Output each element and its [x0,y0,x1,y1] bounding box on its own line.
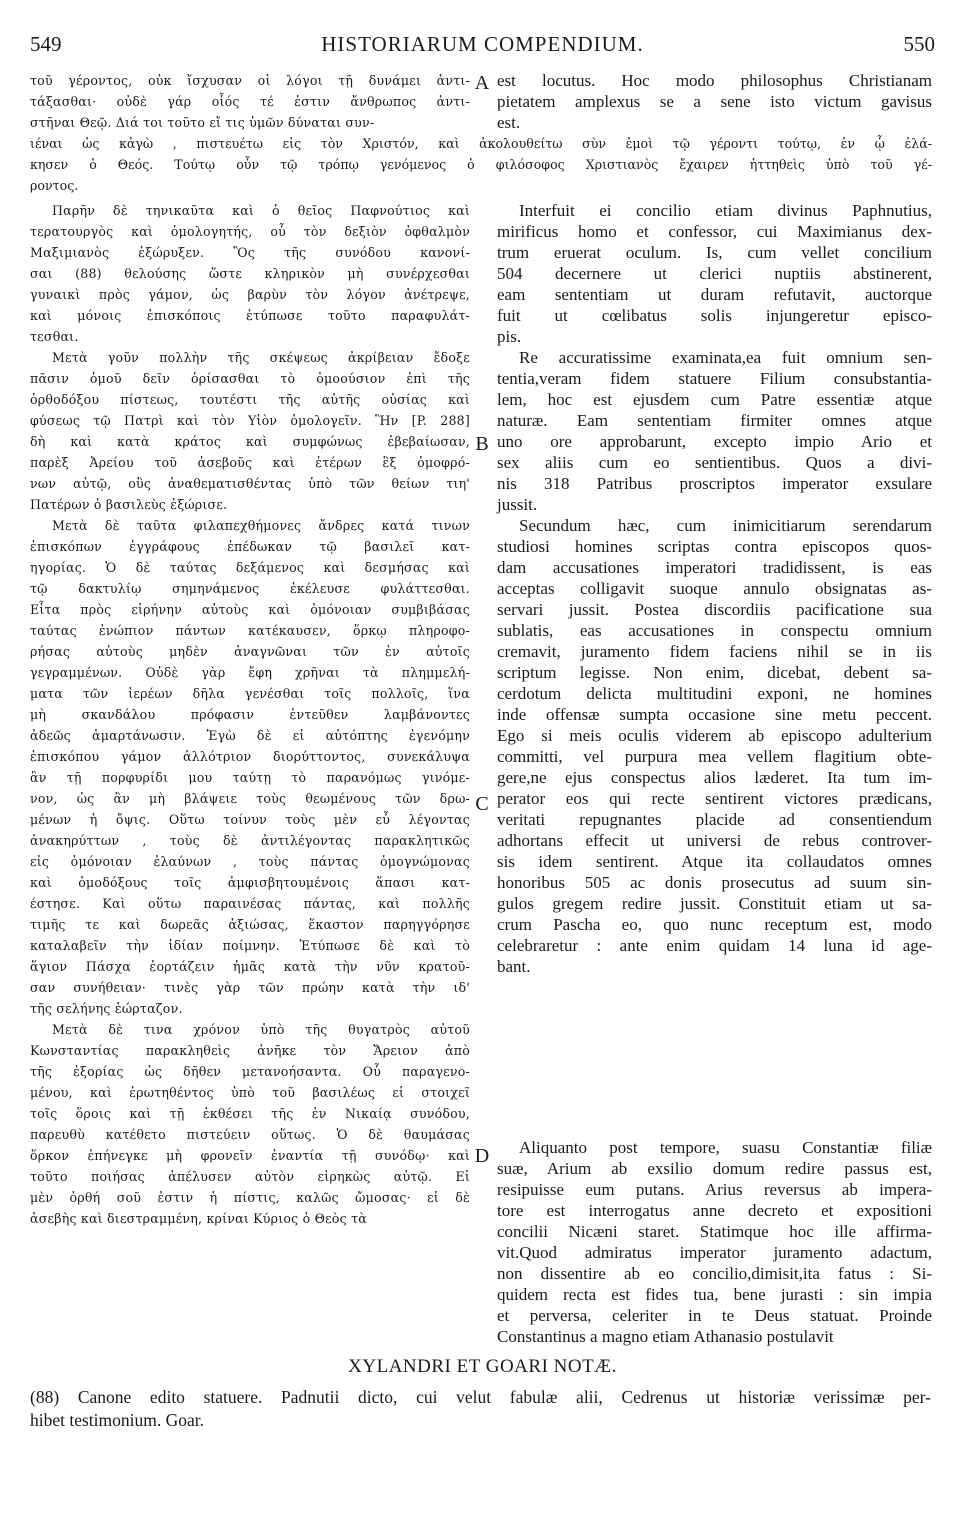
greek-text-line: ιέναι ὡς κἀγὼ , πιστευέτω εἰς τὸν Χριστόν, καὶ ἀκολουθείτω σὺν ἐμοὶ τῷ γέροντι τούτῳ, ἐν ᾧ ἐλά- [30,136,932,151]
latin-text-line: eam sententiam ut duram refutavit, auctorque [497,285,932,304]
greek-text-line: ἅγιον Πάσχα ἑορτάζειν ἡμᾶς κατὰ τὴν νῦν κρατοῦ- [30,959,470,974]
latin-text-line: Aliquanto post tempore, suasu Constantiæ filiæ [519,1138,932,1157]
greek-column-top [30,70,470,133]
latin-text-line: cremavit, juramento fidem faciens nihil se in iis [497,642,932,661]
greek-text-line: Εἶτα πρὸς εἰρήνην αὐτοὺς καὶ ὁμόνοιαν συμβιβάσας [30,602,470,617]
greek-text-line: καταλαβεῖν τὴν ἰδίαν ποίμνην. Ἐτύπωσε δὲ καὶ τὸ [30,938,470,953]
greek-text-line: ἂν τῇ πορφυρίδι μου ταύτῃ τὸ παρανόμως γινόμε- [30,770,470,785]
latin-text-line: gulos gregem redire jussit. Constituit etiam ut sa- [497,894,932,913]
greek-text-line: νων αὐτῷ, οὓς ἀναθεματισθέντας ὑπὸ τῶν θείων τιη' [30,476,470,491]
latin-text-line: studiosi homines scriptas contra episcopos quos- [497,537,932,556]
latin-text-line: pietatem amplexus se a sene isto victum gavisus [497,92,932,111]
footnotes [30,1386,931,1432]
greek-text-line: παρὲξ Ἀρείου τοῦ ἀσεβοῦς καὶ ἑτέρων ἓξ ὁμοφρό- [30,455,470,470]
latin-text-line: jussit. [497,495,538,514]
greek-text-line: ηγορίας. Ὁ δὲ ταύτας δεξάμενος καὶ δεσμήσας καὶ [30,560,470,575]
latin-text-line: quidem recta est fides tua, bene jurasti : sin impia [497,1285,932,1304]
latin-text-line: cerdotum delicta multitudini exponi, ne homines [497,684,932,703]
latin-text-line: Ego si meis oculis viderem ab episcopo adulterium [497,726,932,745]
latin-text-line: uno ore approbarunt, excepto impio Ario et [497,432,932,451]
greek-text-line: τιμῆς τε καὶ δωρεᾶς ἀξιώσας, ἕκαστον παρηγγόρησε [30,917,470,932]
latin-text-line: resipuisse eum putans. Arius reversus ab impera- [497,1180,932,1199]
latin-text-line: scriptum legisse. Non enim, dicebat, debent sa- [497,663,932,682]
greek-text-line: μένου, καὶ ἐρωτηθέντος ὑπὸ τοῦ βασιλέως εἰ στοιχεῖ [30,1085,470,1100]
notes-heading: XYLANDRI ET GOARI NOTÆ. [348,1356,617,1377]
greek-text-line: γυναικὶ πρὸς γάμον, ὡς βαρὺν τὸν λόγον ἀνέτρεψε, [30,287,470,302]
latin-text-line: pis. [497,327,522,346]
greek-text-line: παρευθὺ κατέθετο πιστεύειν οὕτως. Ὁ δὲ θαυμάσας [30,1127,470,1142]
latin-text-line: Constantinus a magno etiam Athanasio postulavit [497,1327,834,1346]
latin-text-line: perator eos qui recte sentirent victores prædicans, [497,789,932,808]
greek-text-line: ἀνακηρύττων , τοὺς δὲ ἀντιλέγοντας παρακλητικῶς [30,833,470,848]
latin-text-line: non dissentire ab eo concilio,dimisit,ita fatus : Si- [497,1264,932,1283]
greek-text-line: εἰς ὁμόνοιαν ἐλαύνων , τοὺς πάντας ὁμογνώμονας [30,854,470,869]
page-number-left: 549 [30,32,62,56]
greek-text-line: τοῦτο ποιήσας ἀπέλυσεν αὐτὸν εἰρηκὼς αὐτῷ. Εἰ [30,1169,470,1184]
latin-text-line: Interfuit ei concilio etiam divinus Paphnutius, [519,201,932,220]
latin-column-continued [497,1137,932,1347]
greek-text-line: πᾶσιν ὁμοῦ δεῖν ὁρίσασθαι τὸ ὁμοούσιον ἐπὶ τῆς [30,371,470,386]
latin-text-line: est. [497,113,521,132]
latin-text-line: lem, hoc est ejusdem cum Patre essentiæ atque [497,390,932,409]
greek-text-line: μένων ἡ ὄψις. Οὕτω τοίνυν τοὺς μὲν εὖ λέγοντας [30,812,470,827]
latin-text-line: 504 decernere ut clerici nuptiis abstinerent, [497,264,932,283]
greek-text-line: φύσεως τῷ Πατρὶ καὶ τὸν Υἱὸν ὁμολογεῖν. Ἣν [P. 288] [30,413,470,428]
latin-column-top [497,70,932,133]
margin-marker-a: A [474,72,490,94]
greek-text-line: ροντος. [30,178,79,193]
greek-text-line: ἐπισκόπων ἐγγράφους ἐπέδωκαν τῷ βασιλεῖ κατ- [30,539,470,554]
latin-text-line: tore est interrogatus anne decreto et expositioni [497,1201,932,1220]
footnote-line: (88) Canone edito statuere. Padnutii dicto, cui velut fabulæ alii, Cedrenus ut historiæ verissimæ per- [30,1387,931,1407]
greek-text-line: κησεν ὁ Θεός. Τούτῳ οὖν τῷ τρόπῳ γενόμενος ὁ φιλόσοφος Χριστιανὸς ἔχαιρεν ἡττηθεὶς ὑπὸ τοῦ γέ- [30,157,932,172]
greek-text-line: ἀσεβὴς καὶ διεστραμμένη, κρίναι Κύριος ὁ Θεὸς τὰ [30,1211,367,1226]
page-number-right: 550 [903,32,935,56]
latin-text-line: honoribus 505 ac donis prosecutus ad suum sin- [497,873,932,892]
latin-text-line: bant. [497,957,531,976]
latin-text-line: concilii Nicæni staret. Statimque hoc ille affirma- [497,1222,932,1241]
latin-text-line: naturæ. Eam sententiam firmiter omnes atque [497,411,932,430]
margin-marker-c: C [475,793,489,815]
margin-marker-d: D [474,1145,490,1167]
latin-text-line: Re accuratissime examinata,ea fuit omnium sen- [519,348,932,367]
greek-text-line: σαι (88) θελούσης ὥστε κληρικὸν μὴ συνέρχεσθαι [30,266,470,281]
greek-text-line: δὴ καὶ κατὰ κράτος καὶ συμφώνως ἐβεβαίωσαν, [30,434,470,449]
latin-text-line: sex aliis cum eo sentientibus. Quos a divi- [497,453,932,472]
latin-text-line: trum eruerat oculum. Is, cum vellet concilium [497,243,932,262]
greek-text-line: μὴ σκανδάλου πρόφασιν ἐντεῦθεν λαμβάνοντες [30,707,470,722]
greek-text-line: τῆς σελήνης ἑώρταζον. [30,1001,183,1016]
greek-text-line: γεγραμμένων. Οὐδὲ γὰρ ἔφη χρῆναι τὰ πλημμελή- [30,665,470,680]
greek-text-line: έστησε. Καὶ οὕτω παραινέσας πάντας, καὶ πολλῆς [30,896,470,911]
latin-text-line: crum Pascha eo, quo nunc receptum est, modo [497,915,932,934]
greek-text-line: ταύτας ἐνώπιον πάντων κατέκαυσεν, ὅρκῳ πληροφο- [30,623,470,638]
greek-text-line: στῆναι Θεῷ. Διά τοι τοῦτο εἴ τις ὑμῶν δύναται συν- [30,115,375,130]
greek-text-line: τῷ δακτυλίῳ σημηνάμενος ἐκέλευσε φυλάττεσθαι. [30,581,470,596]
footnote-line: hibet testimonium. Goar. [30,1410,205,1430]
latin-text-line: servari jussit. Postea discordiis pacificatione sua [497,600,932,619]
greek-text-line: νον, ὡς ἂν μὴ βλάψειε τοὺς θεωμένους τῶν δρω- [30,791,470,806]
latin-text-line: mirificus homo et confessor, cui Maximianus dex- [497,222,932,241]
greek-text-line: τοῖς ὅροις καὶ τῇ ἐκθέσει τῆς ἐν Νικαίᾳ συνόδου, [30,1106,470,1121]
greek-text-line: τερατουργὸς καὶ ὁμολογητής, οὗ τὸν δεξιὸν ὀφθαλμὸν [30,224,470,239]
greek-text-line: ρήσας αὐτοὺς μηδὲν ἀναγνῶναι τῶν ἐν αὐτοῖς [30,644,470,659]
greek-text-line: καὶ μόνοις ἐπισκόποις ἐτύπωσε τοῦτο παραφυλάτ- [30,308,470,323]
greek-text-line: τῆς ἐξορίας ὡς δῆθεν μετανοήσαντα. Οὗ παραγενο- [30,1064,470,1079]
greek-text-line: Μετὰ δὲ ταῦτα φιλαπεχθήμονες ἄνδρες κατά τινων [52,518,470,533]
latin-text-line: committi, vel purpura mea vellem flagitium obte- [497,747,932,766]
greek-text-line: Μαξιμιανὸς ἐξώρυξεν. Ὃς τῆς συνόδου κανονί- [30,245,470,260]
greek-text-line: σαν συνήθειαν· τινὲς γὰρ τῶν πρώην κατὰ τὴν ιδ' [30,980,470,995]
latin-text-line: dam accusationes imperatori tradidissent, is eas [497,558,932,577]
greek-text-line: Κωνσταντίας παρακληθεὶς ἀνῆκε τὸν Ἄρειον ἀπὸ [30,1043,470,1058]
greek-text-line: ὀρθοδόξου πίστεως, τουτέστι τῆς αὐτῆς οὐσίας καὶ [30,392,470,407]
latin-text-line: fuit ut cœlibatus solis injungeretur episco- [497,306,932,325]
latin-text-line: celebraretur : ante enim quidam 14 luna id age- [497,936,932,955]
greek-text-line: τάξασθαι· οὐδὲ γάρ οἷός τέ ἐστιν ἄνθρωπος ἀντι- [30,94,470,109]
greek-full-width-paragraph [30,133,932,196]
greek-text-line: τοῦ γέροντος, οὐκ ἴσχυσαν οἱ λόγοι τῇ δυνάμει ἀντι- [30,73,470,88]
greek-text-line: Μετὰ δὲ τινα χρόνον ὑπὸ τῆς θυγατρὸς αὐτοῦ [52,1022,470,1037]
latin-text-line: nis 318 Patribus proscriptos imperator exsulare [497,474,932,493]
greek-text-line: ὅρκον ἐπήνεγκε μὴ φρονεῖν ἐναντία τῇ συνόδῳ· καὶ [30,1148,470,1163]
latin-text-line: et perversa, celeriter in te Deus statuat. Proinde [497,1306,932,1325]
greek-text-line: ματα τῶν ἱερέων δῆλα γενέσθαι τοῖς πολλοῖς, ἵνα [30,686,470,701]
latin-text-line: adhortans effecit ut universi de rebus controver- [497,831,932,850]
greek-text-line: καὶ ὁμοδόξους τοῖς ἀμφισβητουμένοις ἅπασι κατ- [30,875,470,890]
latin-text-line: Secundum hæc, cum inimicitiarum serendarum [519,516,932,535]
greek-text-line: ἀδεῶς ἁμαρτάνωσιν. Ἐγὼ δὲ εἰ αὐτόπτης ἐγενόμην [30,728,470,743]
page-header [30,24,935,58]
greek-text-line: Πατέρων ὁ βασιλεὺς ἐξώρισε. [30,497,228,512]
latin-text-line: inde offensæ sumpta occasione sine metu peccent. [497,705,932,724]
margin-marker-b: B [475,433,489,455]
latin-text-line: gere,ne ejus conspectus alios læderet. Ita tum im- [497,768,932,787]
latin-text-line: veritati repugnantes placide ad consentiendum [497,810,932,829]
greek-text-line: μὲν ὀρθή σοῦ ἐστιν ἡ πίστις, καλῶς ὤμοσας· εἰ δὲ [30,1190,470,1205]
running-title: HISTORIARUM COMPENDIUM. [321,32,644,56]
greek-column [30,200,470,1229]
greek-text-line: Μετὰ γοῦν πολλὴν τῆς σκέψεως ἀκρίβειαν ἔδοξε [52,350,470,365]
greek-text-line: τεσθαι. [30,329,79,344]
greek-text-line: Παρῆν δὲ τηνικαῦτα καὶ ὁ θεῖος Παφνούτιος καὶ [52,203,470,218]
greek-text-line: ἐπισκόπου γάμον ἀλλότριον διορύττοντος, συνεκάλυψα [30,749,470,764]
latin-text-line: tentia,veram fidem statuere Filium consubstantia- [497,369,932,388]
latin-column [497,200,932,977]
latin-text-line: suæ, Arium ab exsilio domum redire passus est, [497,1159,932,1178]
latin-text-line: est locutus. Hoc modo philosophus Christianam [497,71,932,90]
latin-text-line: sublatis, eas accusationes in conspectu omnium [497,621,932,640]
latin-text-line: vit.Quod admiratus imperator juramento adactum, [497,1243,932,1262]
latin-text-line: sis idem sentirent. Atque ita collaudatos omnes [497,852,932,871]
latin-text-line: acceptas colligavit suoque annulo obsignatas as- [497,579,932,598]
